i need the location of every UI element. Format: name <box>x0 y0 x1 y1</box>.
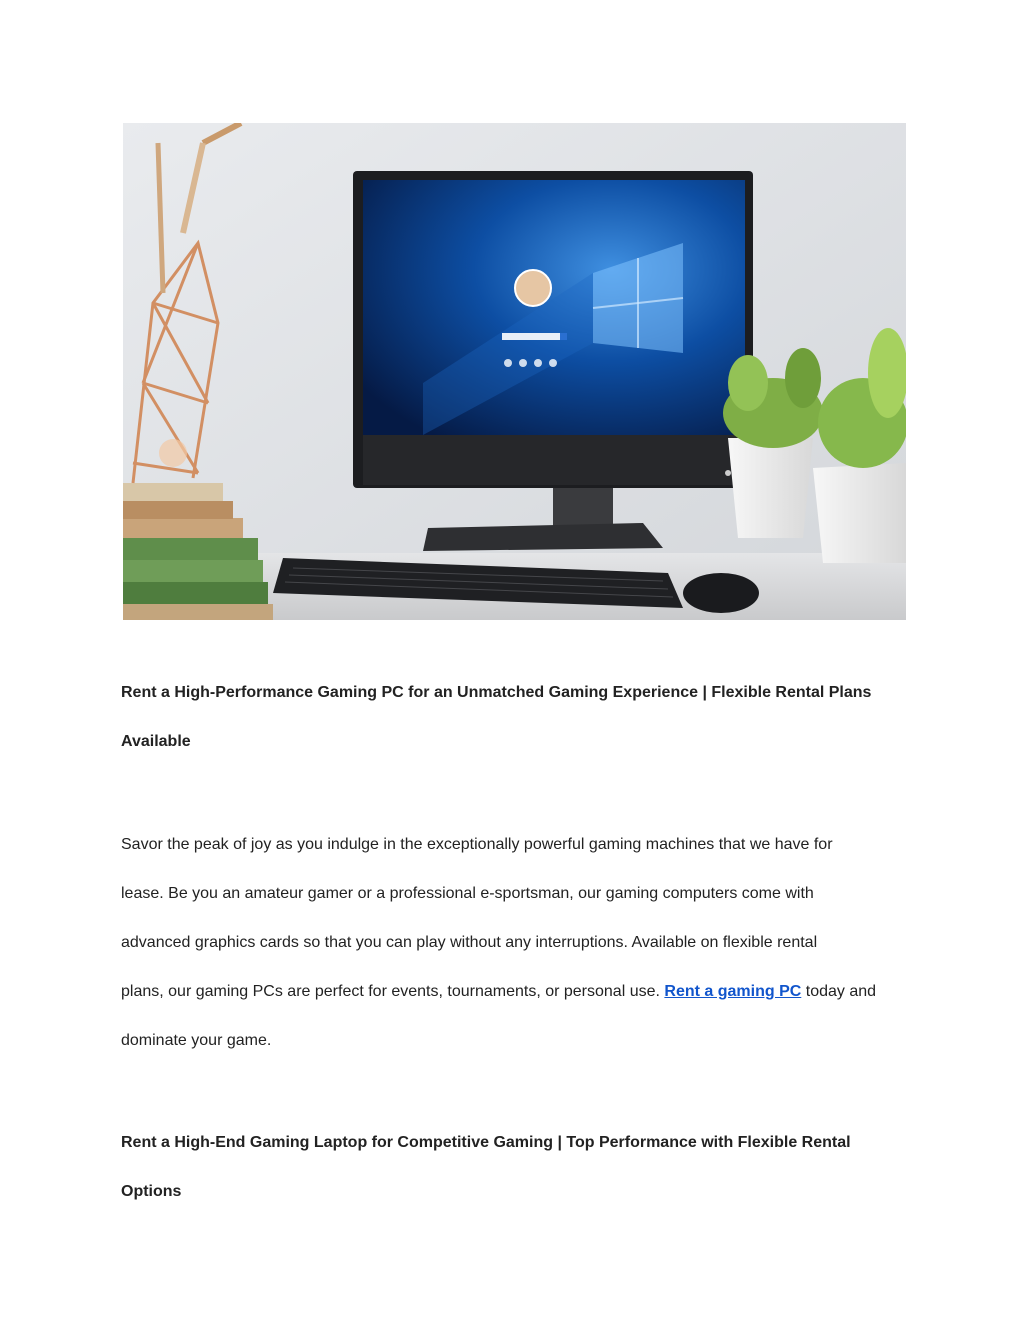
section-heading-gaming-laptop <box>121 1118 921 1216</box>
paragraph-line: lease. Be you an amateur gamer or a professional e-sportsman, our gaming computers come with <box>121 885 814 902</box>
heading-line: Options <box>121 1183 182 1200</box>
paragraph-line: today and <box>801 983 877 1000</box>
paragraph-line: plans, our gaming PCs are perfect for events, tournaments, or personal use. <box>121 983 665 1000</box>
paragraph-line: dominate your game. <box>121 1032 272 1049</box>
heading-line: Rent a High-End Gaming Laptop for Competitive Gaming | Top Performance with Flexible Rental <box>121 1134 851 1151</box>
hero-image <box>123 123 906 620</box>
body-paragraph <box>121 820 911 1065</box>
paragraph-line: advanced graphics cards so that you can play without any interruptions. Available on flexible rental <box>121 934 818 951</box>
section-heading-gaming-pc <box>121 668 921 766</box>
paragraph-line: Savor the peak of joy as you indulge in the exceptionally powerful gaming machines that we have for <box>121 836 833 853</box>
heading-line: Available <box>121 733 191 750</box>
monitor <box>353 171 753 488</box>
desktop-photo <box>123 123 906 620</box>
heading-line: Rent a High-Performance Gaming PC for an Unmatched Gaming Experience | Flexible Rental Plans <box>121 684 872 701</box>
rent-gaming-pc-link[interactable]: Rent a gaming PC <box>664 983 802 1000</box>
mouse <box>683 573 759 613</box>
